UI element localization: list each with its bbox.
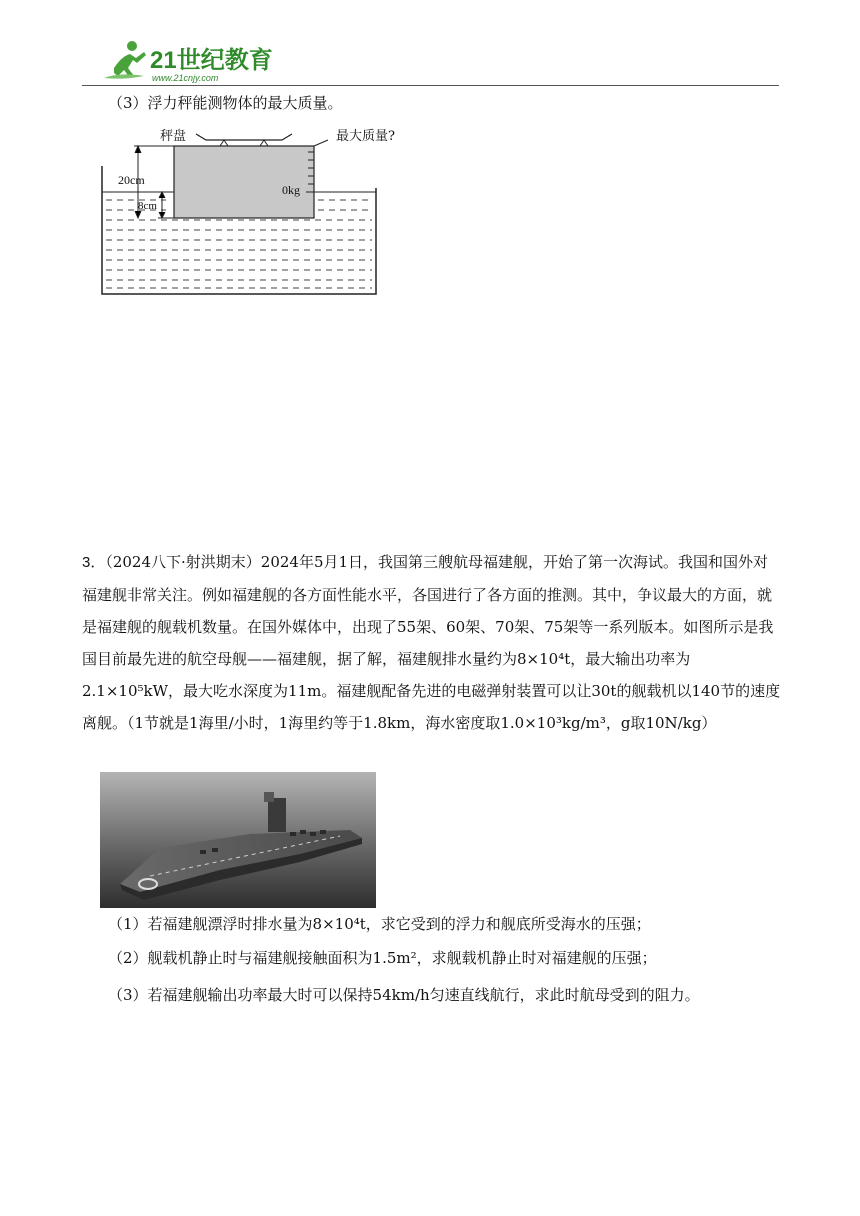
- sub-question-3: （3）若福建舰输出功率最大时可以保持54km/h匀速直线航行，求此时航母受到的阻力。: [108, 986, 700, 1004]
- sub-question-1: （1）若福建舰漂浮时排水量为8×10⁴t，求它受到的浮力和舰底所受海水的压强；: [108, 915, 651, 933]
- aircraft-carrier-photo: [100, 772, 376, 908]
- pan-label: 秤盘: [160, 129, 187, 144]
- sub-question-2: （2）舰载机静止时与福建舰接触面积为1.5m²，求舰载机静止时对福建舰的压强；: [108, 949, 657, 967]
- height-label: 20cm: [118, 173, 145, 187]
- part3-title: （3）浮力秤能测物体的最大质量。: [108, 94, 343, 112]
- logo: [100, 38, 300, 84]
- question-source: （2024八下·射洪期末）: [105, 553, 261, 571]
- header-rule: [82, 85, 779, 86]
- page-header: [0, 0, 860, 90]
- question-3: [82, 546, 782, 739]
- logo-text: 21世纪教育: [150, 47, 273, 74]
- buoyancy-scale-diagram: [96, 126, 416, 298]
- runner-icon: [104, 41, 146, 79]
- logo-url: www.21cnjy.com: [152, 73, 219, 83]
- max-mass-label: 最大质量?: [336, 129, 395, 144]
- question-body: 2024年5月1日，我国第三艘航母福建舰，开始了第一次海试。我国和国外对福建舰非常关注。例如福建舰的各方面性能水平，各国进行了各方面的推测。其中，争议最大的方面，就是福建舰的舰载机数量。在国外媒体中，出现了55架、60架、70架、75架等一系列版本。如图所示是我国目前最先进的航空母舰——福建舰，据了解，福建舰排水量约为8×10⁴t，最大输出功率为2.1×10⁵kW，最大吃水深度为11m。福建舰配备先进的电磁弹射装置可以让30t的舰载机以140节的速度离舰。（1节就是1海里/小时，1海里约等于1.8km，海水密度取1.0×10³kg/m³，g取10N/kg）: [82, 553, 781, 732]
- depth-label: 8cm: [138, 200, 157, 212]
- zero-kg-label: 0kg: [282, 183, 300, 197]
- question-number: 3．: [82, 554, 106, 571]
